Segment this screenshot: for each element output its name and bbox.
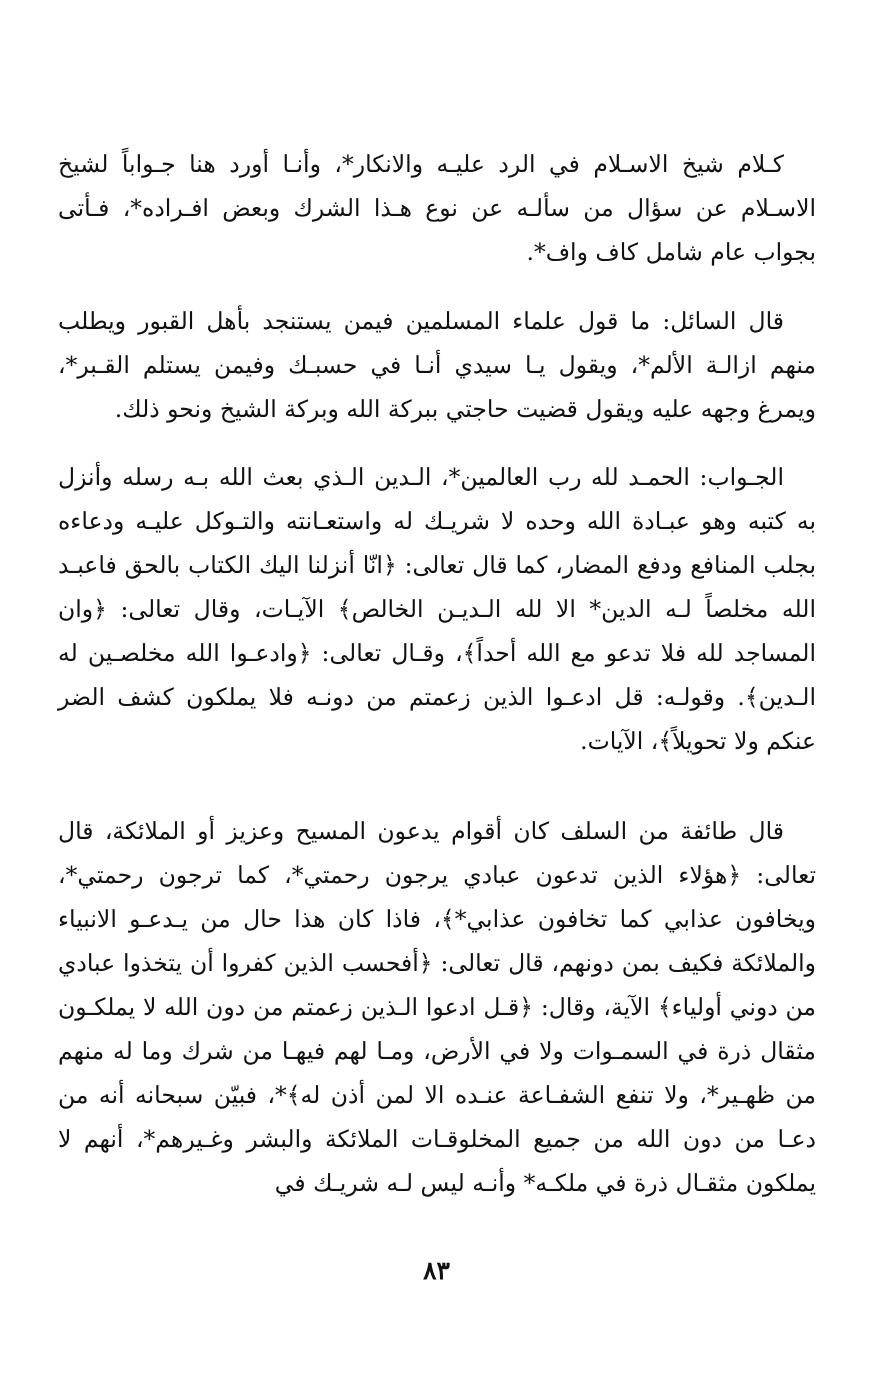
paragraph-4: قال طائفة من السلف كان أقوام يدعون المسيح وعزيز أو الملائكة، قال تعالى: ﴿هؤلاء الذين تدعون عبادي يرجون رحمتي*، كما ترجون رحمتي*، ويخافون عذابي كما تخافون عذابي*﴾، فاذا كان هذا حال من يـدعـو الانبياء والملائكة فكيف بمن دونهم، قال تعالى: ﴿أفحسب الذين كفروا أن يتخذوا عبادي من دوني أولياء﴾ الآية، وقال: ﴿قـل ادعوا الـذين زعمتم من دون الله لا يملكـون مثقال ذرة في السمـوات ولا في الأرض، ومـا لهم فيهـا من شرك وما له منهم من ظهـير*، ولا تنفع الشفـاعة عنـده الا لمن أذن له﴾*، فبيّن سبحانه أنه من دعـا من دون الله من جميع المخلوقـات الملائكة والبشر وغـيرهم*، أنهم لا يملكون مثقـال ذرة في ملكـه* وأنـه ليس لـه شريـك في	[58, 817, 816, 1197]
paragraph-3: الجـواب: الحمـد لله رب العالمين*، الـدين الـذي بعث الله بـه رسله وأنزل به كتبه وهو عبـادة الله وحده لا شريـك له واستعـانته والتـوكل عليـه ودعاءه بجلب المنافع ودفع المضار، كما قال تعالى: ﴿انّا أنزلنا اليك الكتاب بالحق فاعبـد الله مخلصاً لـه الدين* الا لله الـديـن الخالص﴾ الآيـات، وقال تعالى: ﴿وان المساجد لله فلا تدعو مع الله أحداً﴾، وقـال تعالى: ﴿وادعـوا الله مخلصـين له الـدين﴾. وقولـه: قل ادعـوا الذين زعمتم من دونـه فلا يملكون كشف الضر عنكم ولا تحويلاً﴾، الآيات.	[58, 463, 816, 755]
paragraph-1: كـلام شيخ الاسـلام في الرد عليـه والانكار*، وأنـا أورد هنا جـواباً لشيخ الاسـلام عن سؤال من سألـه عن نوع هـذا الشرك وبعض افـراده*، فـأتى بجواب عام شامل كاف واف*.	[58, 150, 816, 266]
page-number: ٨٣	[423, 1256, 450, 1285]
paragraph-2-block	[58, 299, 816, 431]
paragraph-2: قال السائل: ما قول علماء المسلمين فيمن يستنجد بأهل القبور ويطلب منهم ازالـة الألم*، ويقول يـا سيدي أنـا في حسبـك وفيمن يستلم القـبر*، ويمرغ وجهه عليه ويقول قضيت حاجتي ببركة الله وبركة الشيخ ونحو ذلك.	[58, 307, 816, 423]
paragraph-4-block	[58, 809, 816, 1205]
paragraph-3-block	[58, 455, 816, 763]
paragraph-1-block	[58, 142, 816, 274]
